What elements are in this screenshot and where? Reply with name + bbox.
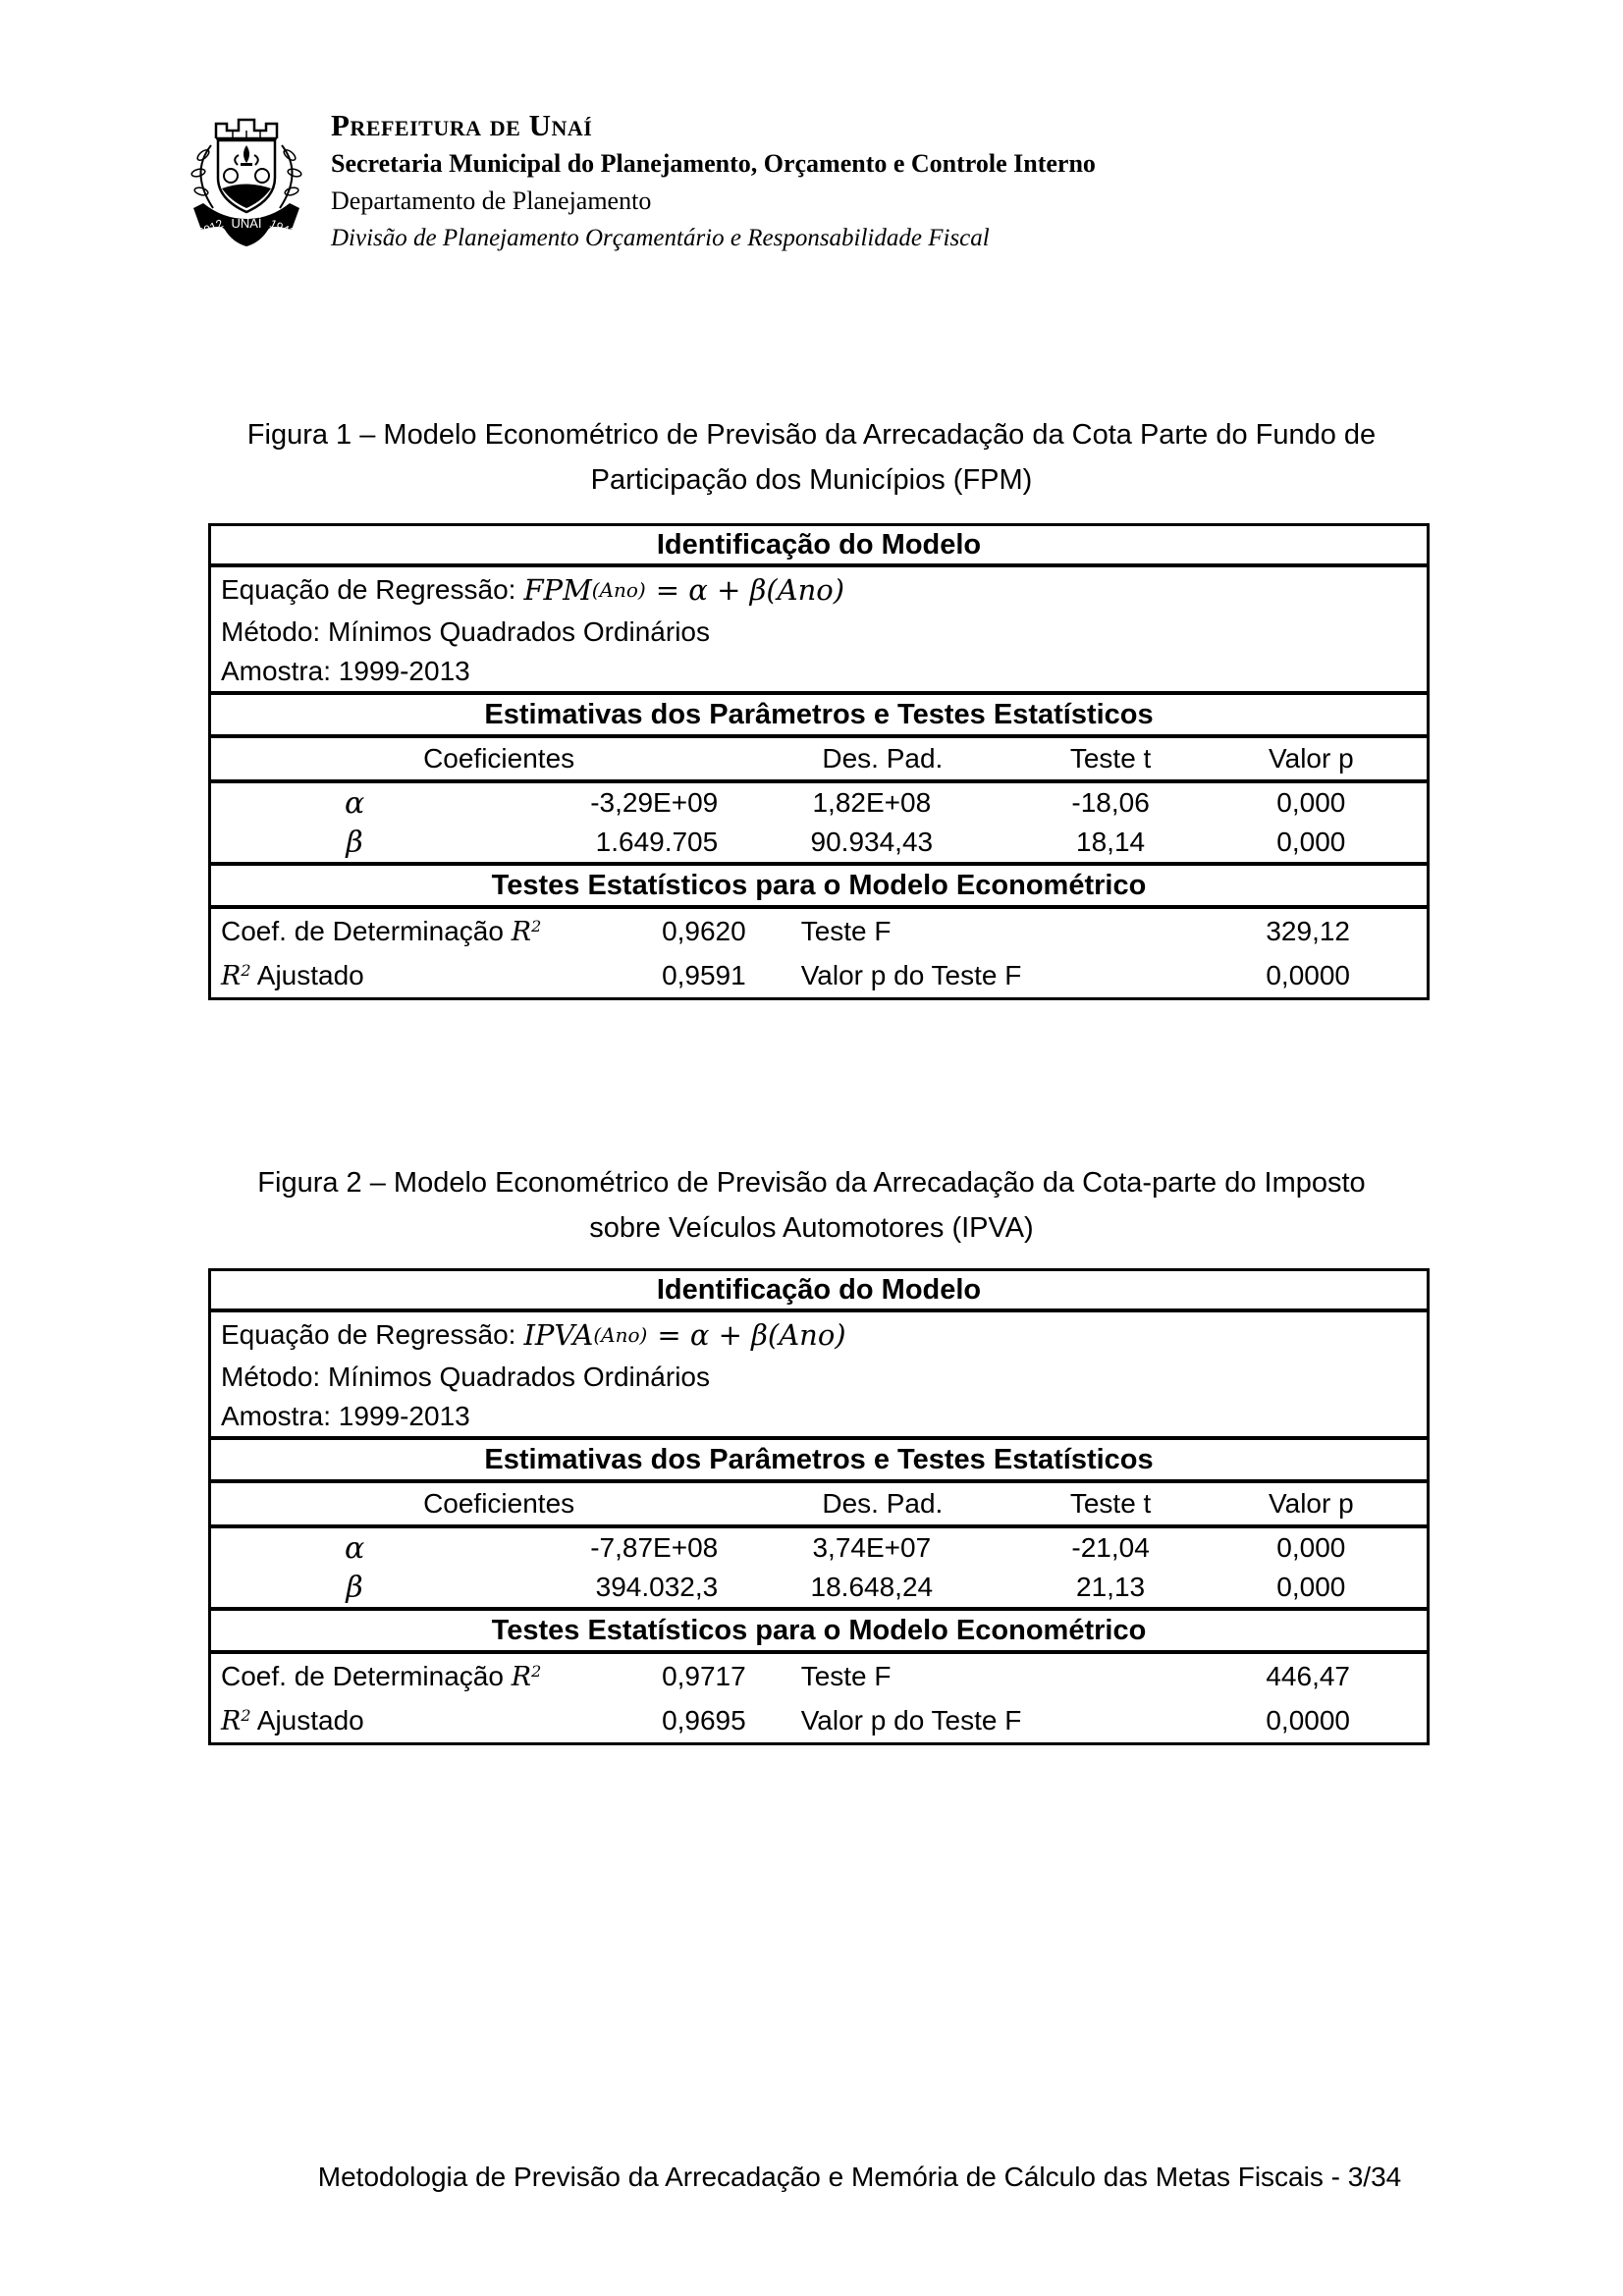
table1-identification-title: Identificação do Modelo [656,528,982,561]
table2-tests-title: Testes Estatísticos para o Modelo Econométrico [491,1614,1147,1646]
table2-alpha-row [211,1528,1427,1568]
equation-variable: IPVA [523,1318,594,1352]
org-name: Prefeitura de Unaí [331,108,593,142]
table2-section-identification [211,1271,1427,1312]
param-std-dev: 18.648,24 [810,1572,934,1602]
table1-section-estimates [211,695,1427,738]
table1-alpha-row [211,783,1427,823]
equation-label: Equação de Regressão: [221,1319,516,1350]
secretariat-name: Secretaria Municipal do Planejamento, Orçamento e Controle Interno [331,149,1096,178]
r2-adjusted-label: $R^2$ Ajustado [221,1704,364,1736]
sample-text: Amostra: 1999-2013 [221,656,470,686]
letterhead-text [331,104,1096,256]
param-symbol: β [346,825,363,860]
col-header-std-dev: Des. Pad. [822,743,944,774]
param-coefficient: -3,29E+09 [590,787,719,818]
department-name: Departamento de Planejamento [331,187,652,215]
param-std-dev: 90.934,43 [810,827,934,857]
f-p-value: 0,0000 [1266,1704,1350,1735]
table1-section-identification [211,526,1427,567]
table1-r2adj-row [211,953,1427,997]
param-p-value: 0,000 [1276,1532,1346,1563]
table2-sample-row [211,1397,1427,1440]
table2-r2adj-row [211,1698,1427,1742]
f-p-value: 0,0000 [1266,959,1350,990]
f-test-label: Teste F [800,915,892,946]
table1-section-tests [211,866,1427,909]
param-t-test: 18,14 [1076,827,1146,857]
table2-r2-row [211,1654,1427,1698]
r2-label: Coef. de Determinação $R^2$ [221,915,542,947]
col-header-std-dev: Des. Pad. [822,1488,944,1519]
param-p-value: 0,000 [1276,827,1346,857]
col-header-t-test: Teste t [1069,743,1152,774]
equation-subscript: (Ano) [591,578,646,602]
param-t-test: -18,06 [1071,787,1150,818]
equation-rhs: = α + β(Ano) [655,573,845,607]
sample-text: Amostra: 1999-2013 [221,1401,470,1431]
param-symbol: β [346,1570,363,1605]
col-header-t-test: Teste t [1069,1488,1152,1519]
table1-tests-title: Testes Estatísticos para o Modelo Econométrico [491,869,1147,901]
param-t-test: 21,13 [1076,1572,1146,1602]
col-header-coefficients: Coeficientes [423,1488,575,1519]
f-test-label: Teste F [800,1660,892,1691]
letterhead [180,104,1096,256]
table2-beta-row [211,1568,1427,1611]
r2-value: 0,9620 [662,915,746,946]
f-p-value-label: Valor p do Teste F [800,1704,1022,1735]
division-name: Divisão de Planejamento Orçamentário e Responsabilidade Fiscal [331,225,990,251]
figure1-caption [0,412,1623,503]
table2-method-row [211,1358,1427,1397]
param-coefficient: 394.032,3 [595,1572,719,1602]
param-std-dev: 1,82E+08 [812,787,932,818]
equation-variable: FPM [523,573,592,607]
table2-section-estimates [211,1440,1427,1483]
r2-adjusted-label: $R^2$ Ajustado [221,959,364,991]
ribbon-city-name: UNAÍ [231,216,262,231]
ribbon-year-left: 3012 [195,216,226,240]
col-header-p-value: Valor p [1269,1488,1354,1519]
table2-section-tests [211,1611,1427,1654]
param-symbol: α [344,1530,365,1566]
equation-label: Equação de Regressão: [221,574,516,605]
ribbon-year-right: 1943 [267,216,298,240]
f-test-value: 329,12 [1266,915,1350,946]
page-footer [209,2162,1510,2193]
method-text: Método: Mínimos Quadrados Ordinários [221,616,710,647]
r2-adjusted-value: 0,9695 [662,1704,746,1735]
equation-rhs: = α + β(Ano) [657,1318,846,1352]
table2-identification-title: Identificação do Modelo [656,1273,982,1306]
param-t-test: -21,04 [1071,1532,1150,1563]
figure1-caption-line2: Participação dos Municípios (FPM) [590,464,1033,496]
footer-text: Metodologia de Previsão da Arrecadação e Memória de Cálculo das Metas Fiscais - 3/34 [317,2162,1402,2192]
col-header-p-value: Valor p [1269,743,1354,774]
param-std-dev: 3,74E+07 [812,1532,932,1563]
table2-column-headers [211,1483,1427,1528]
r2-value: 0,9717 [662,1660,746,1691]
figure2-model-table [208,1268,1430,1745]
table2-equation-row [211,1312,1427,1358]
unai-coat-of-arms-logo [180,104,313,251]
table2-estimates-title: Estimativas dos Parâmetros e Testes Estatísticos [484,1443,1154,1475]
f-test-value: 446,47 [1266,1660,1350,1691]
col-header-coefficients: Coeficientes [423,743,575,774]
figure2-caption-line1: Figura 2 – Modelo Econométrico de Previsão da Arrecadação da Cota-parte do Imposto [257,1167,1366,1199]
r2-adjusted-value: 0,9591 [662,959,746,990]
param-symbol: α [344,785,365,821]
param-p-value: 0,000 [1276,787,1346,818]
table1-r2-row [211,909,1427,953]
param-p-value: 0,000 [1276,1572,1346,1602]
table1-equation-row [211,567,1427,613]
table1-column-headers [211,738,1427,783]
figure2-caption [0,1160,1623,1251]
figure2-caption-line2: sobre Veículos Automotores (IPVA) [589,1212,1034,1244]
param-coefficient: -7,87E+08 [590,1532,719,1563]
method-text: Método: Mínimos Quadrados Ordinários [221,1362,710,1392]
table1-estimates-title: Estimativas dos Parâmetros e Testes Estatísticos [484,698,1154,730]
table1-method-row [211,613,1427,652]
f-p-value-label: Valor p do Teste F [800,959,1022,990]
figure1-caption-line1: Figura 1 – Modelo Econométrico de Previsão da Arrecadação da Cota Parte do Fundo de [246,419,1377,451]
equation-subscript: (Ano) [593,1323,648,1347]
figure1-model-table [208,523,1430,1000]
r2-label: Coef. de Determinação $R^2$ [221,1660,542,1692]
param-coefficient: 1.649.705 [595,827,719,857]
table1-sample-row [211,652,1427,695]
table1-beta-row [211,823,1427,866]
